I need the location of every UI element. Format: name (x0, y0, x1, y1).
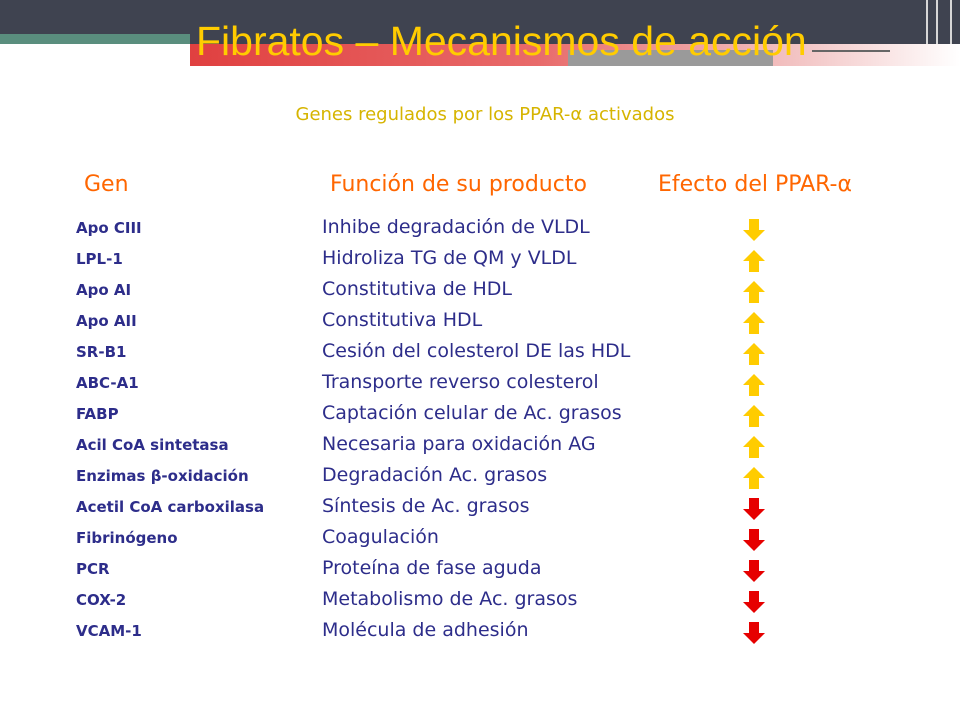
gene-name: SR-B1 (76, 343, 127, 361)
gene-function: Transporte reverso colesterol (322, 371, 599, 393)
table-row (0, 462, 960, 493)
gene-function: Metabolismo de Ac. grasos (322, 588, 578, 610)
header-funcion: Función de su producto (330, 172, 587, 197)
slide-subtitle: Genes regulados por los PPAR-α activados (295, 104, 675, 125)
gene-name: Enzimas β-oxidación (76, 467, 249, 485)
arrow-down-icon (742, 218, 766, 242)
table-row (0, 369, 960, 400)
table-row (0, 431, 960, 462)
table-row (0, 617, 960, 648)
gene-name: VCAM-1 (76, 622, 142, 640)
arrow-up-icon (742, 311, 766, 335)
gene-name: Acetil CoA carboxilasa (76, 498, 265, 516)
gene-name: LPL-1 (76, 250, 123, 268)
gene-name: ABC-A1 (76, 374, 139, 392)
arrow-down-icon (742, 559, 766, 583)
title-underline (812, 50, 890, 52)
gene-name: Apo CIII (76, 219, 142, 237)
arrow-down-icon (742, 497, 766, 521)
table-row (0, 586, 960, 617)
gene-function: Inhibe degradación de VLDL (322, 216, 590, 238)
gene-name: FABP (76, 405, 119, 423)
slide-title: Fibratos – Mecanismos de acción (196, 18, 807, 64)
arrow-up-icon (742, 249, 766, 273)
arrow-up-icon (742, 373, 766, 397)
arrow-up-icon (742, 404, 766, 428)
gene-table (0, 214, 960, 648)
arrow-up-icon (742, 466, 766, 490)
table-row (0, 338, 960, 369)
gene-function: Proteína de fase aguda (322, 557, 542, 579)
table-row (0, 493, 960, 524)
gene-function: Necesaria para oxidación AG (322, 433, 596, 455)
table-row (0, 214, 960, 245)
gene-function: Constitutiva HDL (322, 309, 483, 331)
gene-function: Hidroliza TG de QM y VLDL (322, 247, 577, 269)
arrow-up-icon (742, 280, 766, 304)
arrow-up-icon (742, 435, 766, 459)
gene-name: PCR (76, 560, 110, 578)
gene-function: Cesión del colesterol DE las HDL (322, 340, 631, 362)
gene-function: Coagulación (322, 526, 439, 548)
header-gen: Gen (84, 172, 129, 197)
gene-name: Apo AII (76, 312, 137, 330)
gene-function: Captación celular de Ac. grasos (322, 402, 622, 424)
arrow-down-icon (742, 590, 766, 614)
table-row (0, 524, 960, 555)
gene-name: Fibrinógeno (76, 529, 178, 547)
arrow-up-icon (742, 342, 766, 366)
header-efecto: Efecto del PPAR-α (658, 172, 852, 197)
gene-function: Constitutiva de HDL (322, 278, 512, 300)
gene-name: Apo AI (76, 281, 132, 299)
gene-name: COX-2 (76, 591, 127, 609)
gene-function: Molécula de adhesión (322, 619, 529, 641)
decorative-lines (926, 0, 952, 44)
top-bar-accent (0, 34, 190, 44)
table-row (0, 276, 960, 307)
gene-name: Acil CoA sintetasa (76, 436, 229, 454)
table-row (0, 307, 960, 338)
table-row (0, 400, 960, 431)
table-row (0, 245, 960, 276)
gene-function: Degradación Ac. grasos (322, 464, 548, 486)
table-row (0, 555, 960, 586)
gene-function: Síntesis de Ac. grasos (322, 495, 530, 517)
arrow-down-icon (742, 621, 766, 645)
arrow-down-icon (742, 528, 766, 552)
